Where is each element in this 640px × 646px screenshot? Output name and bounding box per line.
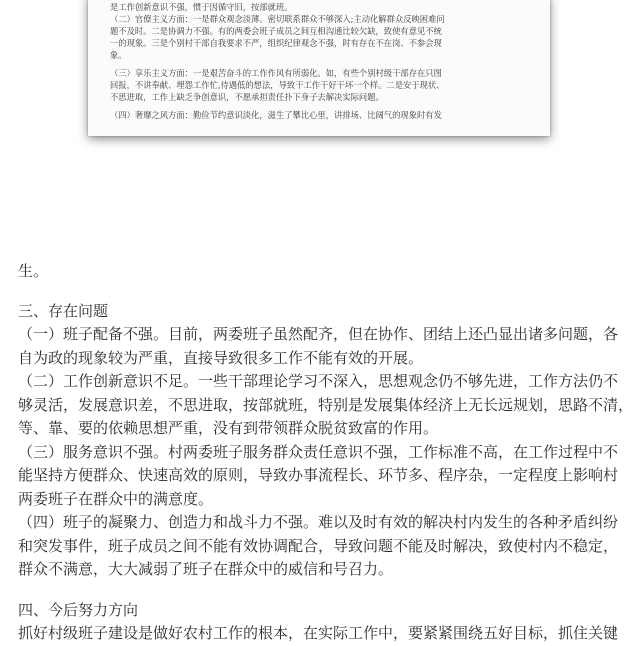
paragraph-line: （二）工作创新意识不足。一些干部理论学习不深入，思想观念仍不够先进，工作方法仍不 bbox=[18, 372, 619, 390]
article-body bbox=[18, 260, 634, 646]
paragraph-line: 群众不满意，大大减弱了班子在群众中的威信和号召力。 bbox=[18, 560, 394, 578]
doc-image-line: 是工作创新意识不强，惯于因循守旧，按部就班。 bbox=[110, 2, 293, 12]
section-heading-problems: 三、存在问题 bbox=[18, 301, 109, 320]
doc-image-line: （二）官僚主义方面：一是群众观念淡薄。密切联系群众不够深入;主动化解群众反映困难问 bbox=[110, 14, 445, 24]
doc-image-line: （四）奢靡之风方面：勤俭节约意识淡化，滋生了攀比心里，讲排场、比阔气的现象时有发 bbox=[110, 110, 442, 120]
section-heading-direction: 四、今后努力方向 bbox=[18, 600, 139, 619]
continuation-text: 生。 bbox=[18, 262, 49, 280]
paragraph-line: 和突发事件，班子成员之间不能有效协调配合，导致问题不能及时解决，致使村内不稳定， bbox=[18, 536, 619, 555]
paragraph-line: 等、靠、要的依赖思想严重，没有到带领群众脱贫致富的作用。 bbox=[18, 419, 439, 437]
paragraph-line: 能坚持方便群众、快速高效的原则，导致办事流程长、环节多、程序杂，一定程度上影响村 bbox=[18, 466, 619, 484]
paragraph-line: （一）班子配备不强。目前，两委班子虽然配齐，但在协作、团结上还凸显出诸多问题，各 bbox=[18, 325, 619, 343]
paragraph-line: 够灵活，发展意识差，不思进取，按部就班，特别是发展集体经济上无长远规划，思路不清， bbox=[18, 395, 634, 414]
paragraph-line: （四）班子的凝聚力、创造力和战斗力不强。难以及时有效的解决村内发生的各种矛盾纠纷 bbox=[18, 513, 619, 531]
doc-image-line: 象。 bbox=[110, 50, 127, 60]
doc-image-line: 题不及时。二是协调力不强。有的两委会班子成员之间互相沟通比较欠缺，致使有意见不统 bbox=[110, 26, 442, 36]
doc-image-line: （三）享乐主义方面：一是艰苦奋斗的工作作风有所弱化。如，有些个别村级干部存在只图 bbox=[110, 68, 442, 78]
paragraph-line: 自为政的现象较为严重，直接导致很多工作不能有效的开展。 bbox=[18, 348, 424, 367]
doc-image-line: 不思进取，工作上缺乏争创意识，不愿承担责任扑下身子去解决实际问题。 bbox=[110, 92, 384, 102]
paragraph-line: 抓好村级班子建设是做好农村工作的根本，在实际工作中，要紧紧围绕五好目标，抓住关键 bbox=[18, 624, 619, 642]
document-preview-image bbox=[88, 0, 550, 136]
paragraph-line: （三）服务意识不强。村两委班子服务群众责任意识不强，工作标准不高，在工作过程中不 bbox=[18, 442, 619, 461]
doc-image-line: 一的现象。三是个别村干部自我要求不严，组织纪律观念不强，时有存在不在岗、不参会现 bbox=[110, 38, 442, 48]
paragraph-line: 两委班子在群众中的满意度。 bbox=[18, 489, 214, 508]
doc-image-line: 回报，不讲奉献、埋怨工作忙,待遇低的想法，导致干工作干好干坏一个样。二是安于现状、 bbox=[110, 80, 445, 90]
